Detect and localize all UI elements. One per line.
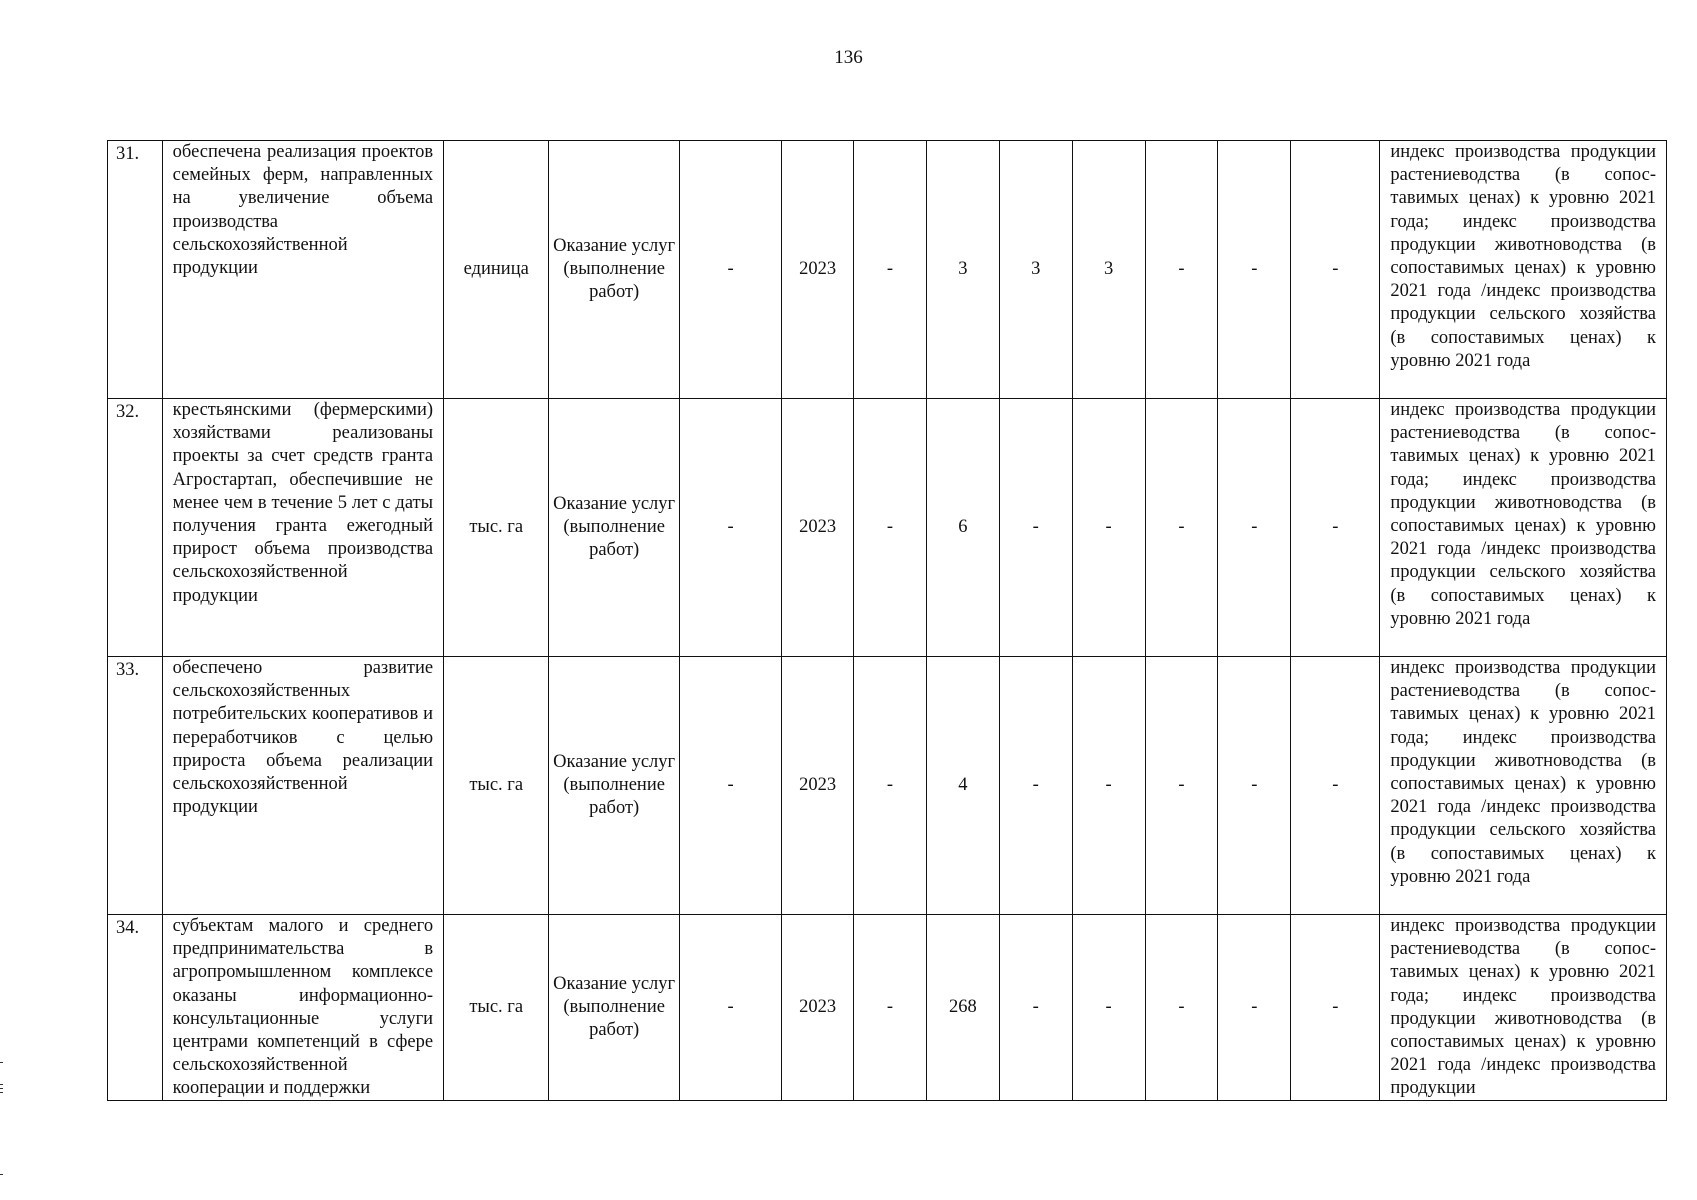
value-cell: - [1145, 915, 1218, 1101]
value-cell: - [1291, 657, 1380, 915]
table-body [108, 141, 1667, 1101]
value-cell: - [1218, 141, 1291, 399]
value-cell: - [854, 915, 927, 1101]
results-table [107, 140, 1667, 1101]
base-year-cell: 2023 [782, 657, 854, 915]
value-cell: 6 [926, 399, 999, 657]
value-cell: - [1145, 141, 1218, 399]
scan-margin-mark [0, 1084, 3, 1085]
indicator-link-cell: индекс производства продукции растениеводства (в сопоставимых ценах) к уровню 2021 года; индекс производства продукции животноводства (в сопоставимых ценах) к уровню 2021 года /индекс производства продукции сельского хозяйства (в сопоставимых ценах) к уровню 2021 года [1380, 141, 1667, 399]
value-cell: - [1218, 915, 1291, 1101]
value-cell: - [1218, 399, 1291, 657]
table-row [108, 915, 1667, 1101]
row-number: 31. [108, 141, 163, 399]
unit-cell: тыс. га [444, 657, 549, 915]
value-cell: 3 [999, 141, 1072, 399]
result-name: крестьянскими (фермерскими) хозяйствами реализованы проекты за счет средств гранта Агростартап, обеспечившие не менее чем в течение 5 лет с даты получения гранта ежегодный прирост объема производства сельскохозяйственной продукции [162, 399, 443, 657]
value-cell: 3 [1072, 141, 1145, 399]
scan-margin-mark [0, 1088, 3, 1089]
type-cell: Оказание услуг (выполнение работ) [549, 399, 680, 657]
base-value-cell: - [679, 657, 781, 915]
result-name [162, 915, 443, 1101]
row-number: 32. [108, 399, 163, 657]
value-cell: 268 [926, 915, 999, 1101]
value-cell: - [854, 399, 927, 657]
value-cell: - [1291, 399, 1380, 657]
base-year-cell: 2023 [782, 915, 854, 1101]
unit-cell: тыс. га [444, 399, 549, 657]
indicator-link-cell: индекс производства продукции растениеводства (в сопоставимых ценах) к уровню 2021 года; индекс производства продукции животноводства (в сопоставимых ценах) к уровню 2021 года /индекс производства продукции сельского хозяйства (в сопоставимых ценах) к уровню 2021 года [1380, 399, 1667, 657]
result-name: обеспечена реализация проектов семейных ферм, направленных на увеличение объема производства сельскохозяйственной продукции [162, 141, 443, 399]
table-row [108, 399, 1667, 657]
value-cell: - [999, 657, 1072, 915]
page-number: 136 [834, 47, 863, 68]
value-cell: - [854, 141, 927, 399]
value-cell: - [1072, 915, 1145, 1101]
value-cell: 3 [926, 141, 999, 399]
type-cell: Оказание услуг (выполнение работ) [549, 657, 680, 915]
indicator-link-cell [1380, 915, 1667, 1101]
unit-cell: тыс. га [444, 915, 549, 1101]
base-year-cell: 2023 [782, 399, 854, 657]
result-name-text: субъектам малого и среднего предпринимательства в агропромышленном комплексе оказаны информационно-консультационные услуги центрами компетенций в сфере сельскохозяйственной кооперации и поддержки [172, 916, 434, 1099]
type-cell: Оказание услуг (выполнение работ) [549, 141, 680, 399]
value-cell: - [1145, 657, 1218, 915]
value-cell: - [999, 399, 1072, 657]
row-number: 33. [108, 657, 163, 915]
base-value-cell: - [679, 141, 781, 399]
scan-margin-mark [0, 1092, 3, 1093]
indicator-link-cell: индекс производства продукции растениеводства (в сопоставимых ценах) к уровню 2021 года; индекс производства продукции животноводства (в сопоставимых ценах) к уровню 2021 года /индекс производства продукции сельского хозяйства (в сопоставимых ценах) к уровню 2021 года [1380, 657, 1667, 915]
scan-margin-mark [0, 1174, 3, 1175]
value-cell: - [1291, 915, 1380, 1101]
unit-cell: единица [444, 141, 549, 399]
scan-margin-mark [0, 1062, 3, 1063]
value-cell: - [854, 657, 927, 915]
value-cell: - [999, 915, 1072, 1101]
indicator-link-text: индекс производства продукции растениеводства (в сопоставимых ценах) к уровню 2021 года; индекс производства продукции животноводства (в сопоставимых ценах) к уровню 2021 года /индекс производства продукции [1390, 916, 1656, 1099]
value-cell: - [1145, 399, 1218, 657]
row-number: 34. [108, 915, 163, 1101]
base-value-cell: - [679, 915, 781, 1101]
result-name: обеспечено развитие сельскохозяйственных потребительских кооперативов и переработчиков с целью прироста объема реализации сельскохозяйственной продукции [162, 657, 443, 915]
table-row [108, 657, 1667, 915]
value-cell: - [1291, 141, 1380, 399]
value-cell: 4 [926, 657, 999, 915]
value-cell: - [1218, 657, 1291, 915]
value-cell: - [1072, 399, 1145, 657]
type-cell: Оказание услуг (выполнение работ) [549, 915, 680, 1101]
table-row [108, 141, 1667, 399]
base-value-cell: - [679, 399, 781, 657]
base-year-cell: 2023 [782, 141, 854, 399]
value-cell: - [1072, 657, 1145, 915]
